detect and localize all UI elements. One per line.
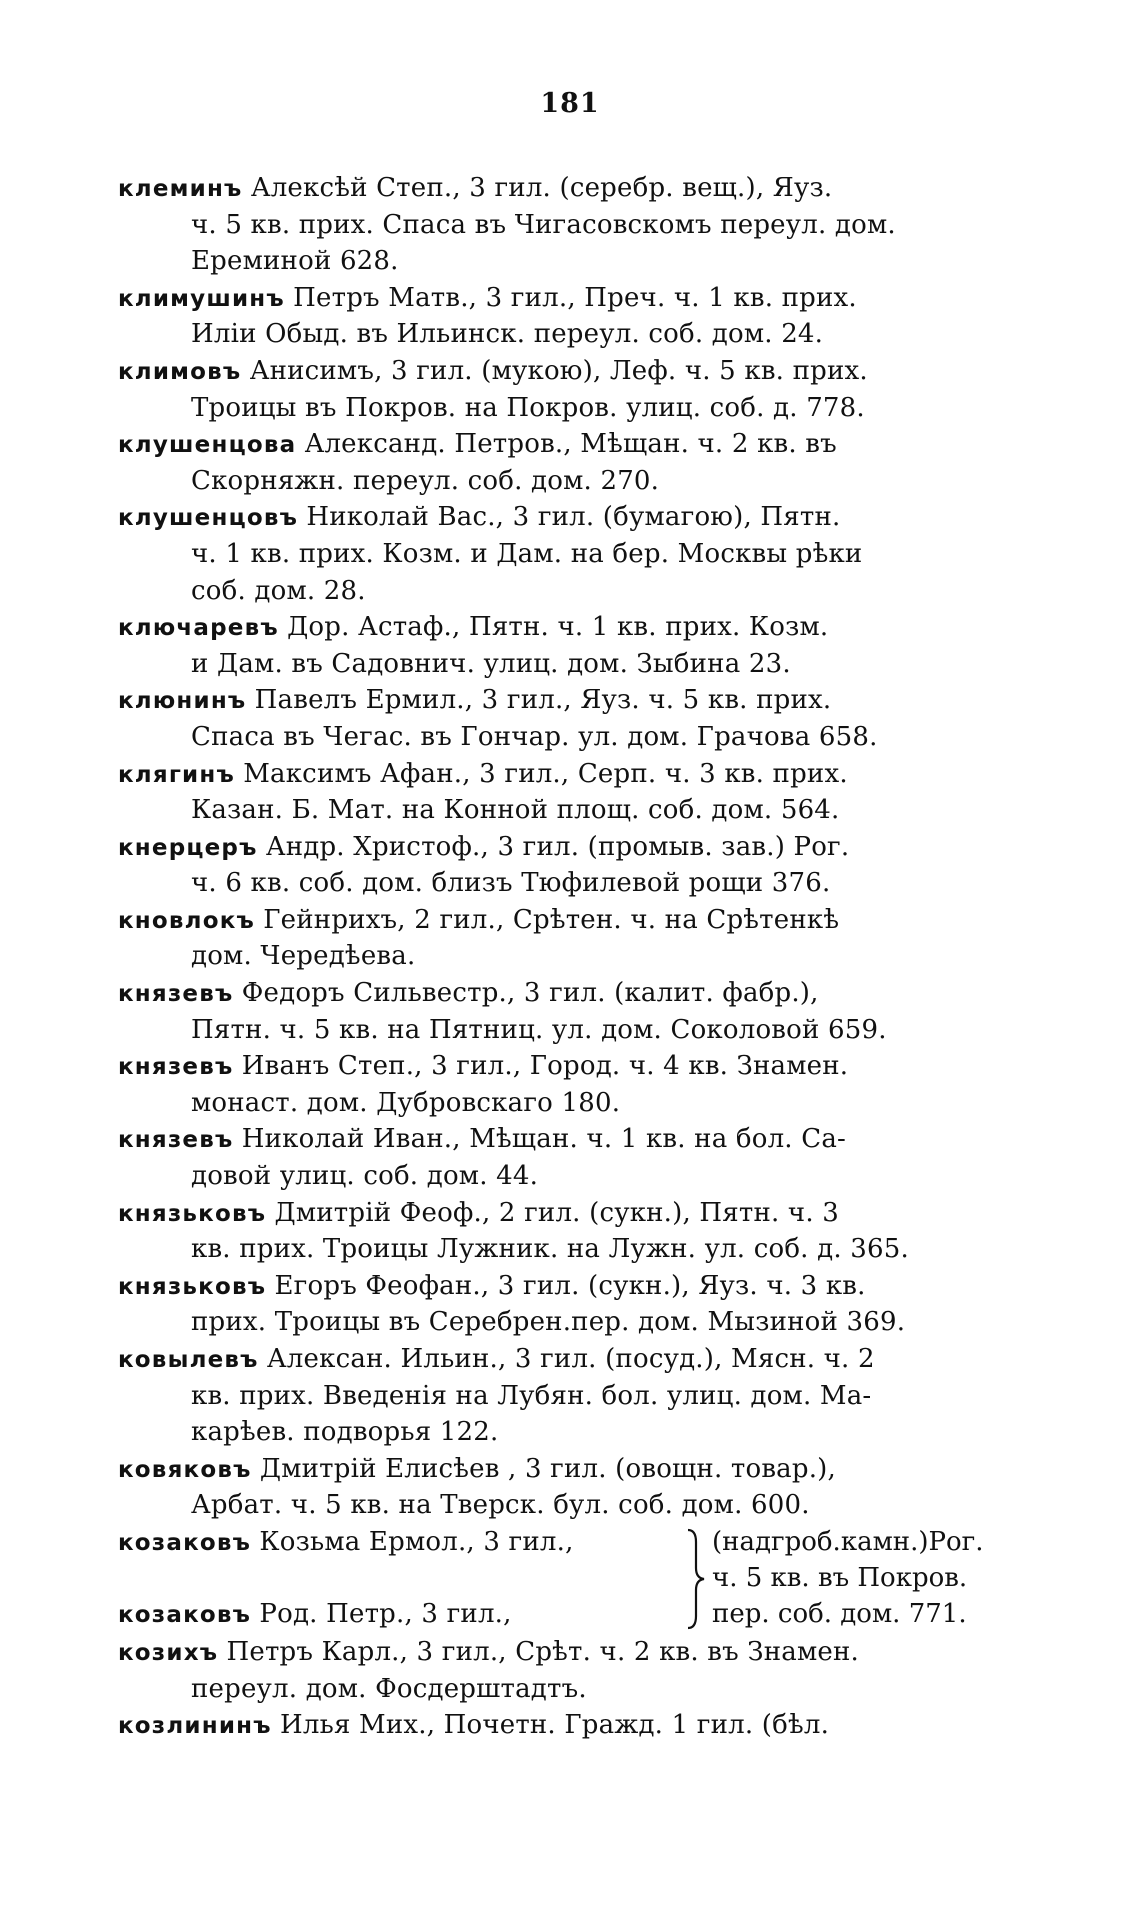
entry-line — [118, 646, 1018, 683]
entry-text: Александ. Петров., Мѣщан. ч. 2 кв. въ — [304, 429, 837, 460]
directory-entry — [118, 609, 1018, 682]
entry-line — [118, 463, 1018, 500]
directory-entry — [118, 426, 1018, 499]
entry-line — [118, 829, 1018, 866]
entry-line — [118, 1268, 1018, 1305]
directory-entry — [118, 975, 1018, 1048]
entry-text: кв. прих. Введенія на Лубян. бол. улиц. дом. Ма- — [191, 1380, 872, 1411]
entry-line — [118, 1634, 1018, 1671]
entry-text: Гейнрихъ, 2 гил., Срѣтен. ч. на Срѣтенкѣ — [263, 904, 840, 935]
directory-entry — [118, 682, 1018, 755]
entry-surname: кновлокъ — [118, 907, 255, 934]
directory-entry — [118, 499, 1018, 609]
entry-line — [118, 1378, 1018, 1415]
entry-surname: климовъ — [118, 358, 242, 385]
group-detail-line: ч. 5 кв. въ Покров. — [712, 1562, 968, 1593]
entry-surname: климушинъ — [118, 285, 285, 312]
entry-line — [118, 719, 1018, 756]
entry-line — [118, 170, 1018, 207]
entry-text: Скорняжн. переул. соб. дом. 270. — [191, 465, 660, 496]
entry-text: Иліи Обыд. въ Ильинск. переул. соб. дом. 24. — [191, 319, 824, 350]
directory-entry — [118, 353, 1018, 426]
entry-line — [118, 682, 1018, 719]
entry-line — [118, 1012, 1018, 1049]
entry-text: ч. 1 кв. прих. Козм. и Дам. на бер. Москвы рѣки — [191, 538, 863, 569]
directory-entry — [118, 756, 1018, 829]
entry-line — [118, 938, 1018, 975]
entry-text: Алексан. Ильин., 3 гил. (посуд.), Мясн. ч. 2 — [266, 1344, 875, 1374]
entry-line — [118, 975, 1018, 1012]
entry-text: ч. 6 кв. соб. дом. близъ Тюфилевой рощи 376. — [191, 868, 831, 899]
directory-entries — [118, 170, 1018, 1744]
entry-line — [118, 1304, 1018, 1341]
directory-entry — [118, 1268, 1018, 1341]
entry-text: Илья Мих., Почетн. Гражд. 1 гил. (бѣл. — [280, 1710, 830, 1741]
entry-text: Петръ Матв., 3 гил., Преч. ч. 1 кв. прих. — [293, 282, 857, 313]
entry-text: и Дам. въ Садовнич. улиц. дом. Зыбина 23. — [191, 648, 791, 679]
entry-text: Арбат. ч. 5 кв. на Тверск. бул. соб. дом. 600. — [191, 1490, 810, 1521]
entry-surname: козаковъ — [118, 1529, 252, 1556]
entry-text: Дмитрій Елисѣев , 3 гил. (овощн. товар.), — [259, 1453, 836, 1484]
entry-line — [118, 609, 1018, 646]
entry-text: Иванъ Степ., 3 гил., Город. ч. 4 кв. Знамен. — [241, 1051, 849, 1082]
entry-text: Андр. Христоф., 3 гил. (промыв. зав.) Рог. — [265, 831, 850, 862]
entry-text: ч. 5 кв. прих. Спаса въ Чигасовскомъ переул. дом. — [191, 209, 896, 240]
directory-entry — [118, 280, 1018, 353]
entry-text: Павелъ Ермил., 3 гил., Яуз. ч. 5 кв. прих. — [254, 685, 832, 716]
entry-text: соб. дом. 28. — [191, 575, 366, 606]
entry-text: Дор. Астаф., Пятн. ч. 1 кв. прих. Козм. — [287, 612, 829, 643]
entry-surname: клеминъ — [118, 176, 243, 202]
directory-entry — [118, 1451, 1018, 1524]
entry-text: Дмитрій Феоф., 2 гил. (сукн.), Пятн. ч. 3 — [274, 1197, 839, 1228]
entry-surname: козаковъ — [118, 1601, 252, 1628]
entry-line — [118, 207, 1018, 244]
directory-entry — [118, 1048, 1018, 1121]
entry-text: прих. Троицы въ Серебрен.пер. дом. Мызиной 369. — [191, 1307, 906, 1338]
entry-line — [118, 1231, 1018, 1268]
entry-text: Федоръ Сильвестр., 3 гил. (калит. фабр.), — [241, 978, 819, 1009]
directory-entry — [118, 170, 1018, 280]
entry-text: Казан. Б. Мат. на Конной площ. соб. дом. 564. — [191, 795, 840, 826]
entry-text: карѣев. подворья 122. — [191, 1417, 499, 1448]
directory-entry — [118, 1634, 1018, 1707]
directory-entry — [118, 1707, 1018, 1744]
entry-surname: клюнинъ — [118, 688, 247, 715]
group-detail-line: (надгроб.камн.)Рог. — [712, 1526, 984, 1557]
directory-entry — [118, 902, 1018, 975]
entry-line — [118, 1341, 1018, 1378]
directory-entry — [118, 1195, 1018, 1268]
directory-entry — [118, 1121, 1018, 1194]
entry-text: Козьма Ермол., 3 гил., — [259, 1526, 574, 1557]
entry-text: Николай Вас., 3 гил. (бумагою), Пятн. — [306, 502, 841, 533]
entry-text: переул. дом. Фосдерштадтъ. — [191, 1673, 587, 1704]
entry-surname: клушенцова — [118, 432, 297, 459]
entry-text: Анисимъ, 3 гил. (мукою), Леф. ч. 5 кв. прих. — [249, 355, 868, 386]
directory-entry — [118, 829, 1018, 902]
entry-surname: клягинъ — [118, 761, 235, 788]
entry-text: Петръ Карл., 3 гил., Срѣт. ч. 2 кв. въ Знамен. — [226, 1636, 859, 1667]
entry-line — [118, 573, 1018, 610]
curly-brace — [684, 1528, 706, 1630]
entry-text: Алексѣй Степ., 3 гил. (серебр. вещ.), Яуз. — [250, 173, 833, 203]
entry-surname: князьковъ — [118, 1200, 267, 1227]
entry-line — [118, 1707, 1018, 1744]
entry-surname: князевъ — [118, 1054, 234, 1081]
entry-line — [118, 1524, 574, 1561]
entry-text: Троицы въ Покров. на Покров. улиц. соб. д. 778. — [191, 392, 865, 423]
entry-line — [118, 792, 1018, 829]
entry-text: Род. Петр., 3 гил., — [259, 1598, 512, 1629]
entry-text: Николай Иван., Мѣщан. ч. 1 кв. на бол. Са- — [241, 1124, 847, 1155]
entry-surname: козлининъ — [118, 1713, 272, 1740]
entry-line — [118, 902, 1018, 939]
entry-line — [118, 1158, 1018, 1195]
entry-text: Спаса въ Чегас. въ Гончар. ул. дом. Грачова 658. — [191, 721, 878, 752]
entry-surname: кнерцеръ — [118, 834, 258, 861]
entry-text: Егоръ Феофан., 3 гил. (сукн.), Яуз. ч. 3 кв. — [274, 1270, 866, 1301]
entry-line — [118, 1195, 1018, 1232]
group-detail-line: пер. соб. дом. 771. — [712, 1598, 967, 1629]
entry-line — [118, 756, 1018, 793]
entry-surname: ковяковъ — [118, 1456, 252, 1483]
entry-text: Максимъ Афан., 3 гил., Серп. ч. 3 кв. прих. — [243, 758, 848, 789]
entry-text: довой улиц. соб. дом. 44. — [191, 1161, 539, 1192]
entry-line — [118, 1121, 1018, 1158]
entry-line — [118, 1671, 1018, 1708]
entry-line — [118, 1596, 512, 1633]
entry-surname: князевъ — [118, 1127, 234, 1154]
entry-surname: князьковъ — [118, 1273, 267, 1300]
entry-surname: ковылевъ — [118, 1347, 259, 1373]
entry-line — [118, 316, 1018, 353]
grouped-entry — [118, 1524, 1018, 1634]
entry-line — [118, 353, 1018, 390]
entry-line — [118, 390, 1018, 427]
page-number: 181 — [540, 88, 600, 119]
entry-line — [118, 536, 1018, 573]
entry-line — [118, 865, 1018, 902]
entry-surname: козихъ — [118, 1639, 219, 1666]
entry-text: дом. Чередѣева. — [191, 941, 416, 972]
entry-line — [118, 1085, 1018, 1122]
entry-text: Пятн. ч. 5 кв. на Пятниц. ул. дом. Соколовой 659. — [191, 1014, 887, 1045]
entry-surname: ключаревъ — [118, 615, 279, 642]
entry-line — [118, 243, 1018, 280]
entry-surname: князевъ — [118, 981, 234, 1008]
entry-line — [118, 280, 1018, 317]
entry-line — [118, 1048, 1018, 1085]
entry-line — [118, 499, 1018, 536]
entry-text: кв. прих. Троицы Лужник. на Лужн. ул. соб. д. 365. — [191, 1234, 909, 1265]
entry-line — [118, 1451, 1018, 1488]
entry-line — [118, 1487, 1018, 1524]
entry-line — [118, 426, 1018, 463]
directory-entry — [118, 1341, 1018, 1451]
entry-surname: клушенцовъ — [118, 505, 299, 532]
entry-text: Ереминой 628. — [191, 246, 399, 277]
entry-line — [118, 1414, 1018, 1451]
entry-text: монаст. дом. Дубровскаго 180. — [191, 1087, 621, 1118]
